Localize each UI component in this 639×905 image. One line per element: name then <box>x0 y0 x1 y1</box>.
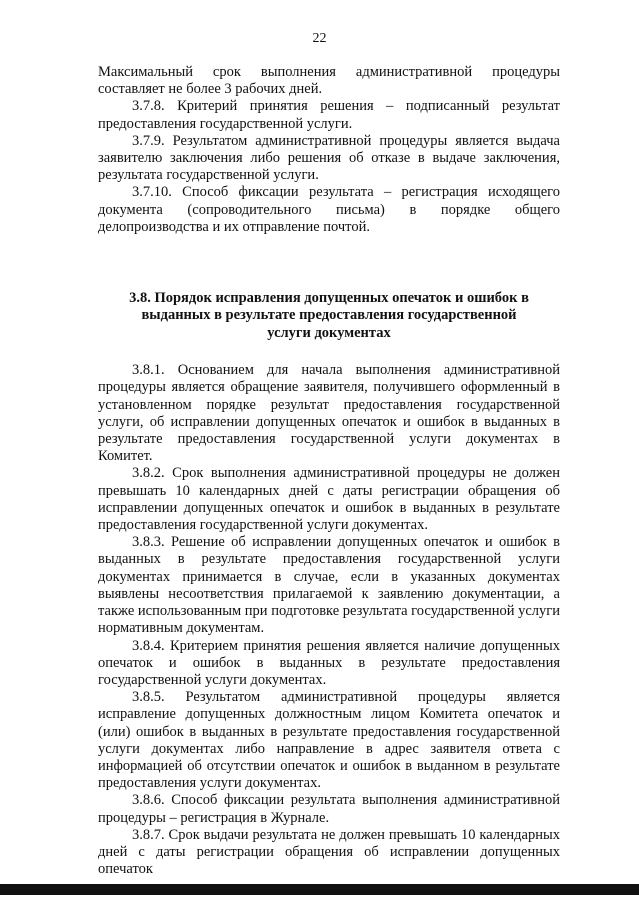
paragraph-3-8-5: 3.8.5. Результатом административной процедуры является исправление допущенных должностным лицом Комитета опечаток и (или) ошибок в выданных в результате предоставления государственной услуги документах либо направление в адрес заявителя ответа с информацией об отсутствии опечаток и ошибок в выданном в результате предоставления услуги документах. <box>98 689 560 792</box>
paragraph-3-8-3: 3.8.3. Решение об исправлении допущенных опечаток и ошибок в выданных в результате предоставления государственной услуги документах принимается в случае, если в указанных документах выявлены несоответствия прилагаемой к заявлению документации, а также использованным при подготовке результата государственной услуги нормативным документам. <box>98 534 560 637</box>
document-body <box>98 64 560 878</box>
scan-edge-bar <box>0 884 639 895</box>
paragraph-3-8-1: 3.8.1. Основанием для начала выполнения административной процедуры является обращение заявителя, получившего оформленный в установленном порядке результат предоставления государственной услуги, об исправлении допущенных опечаток и ошибок в выданных в результате предоставления государственной услуги документах в Комитет. <box>98 362 560 465</box>
paragraph-3-7-10: 3.7.10. Способ фиксации результата – регистрация исходящего документа (сопроводительного письма) в порядке общего делопроизводства и их отправление почтой. <box>98 184 560 235</box>
paragraph-3-8-4: 3.8.4. Критерием принятия решения является наличие допущенных опечаток и ошибок в выданных в результате предоставления государственной услуги документах. <box>98 637 560 688</box>
paragraph-max-term: Максимальный срок выполнения административной процедуры составляет не более 3 рабочих дней. <box>98 64 560 98</box>
paragraph-3-8-7: 3.8.7. Срок выдачи результата не должен превышать 10 календарных дней с даты регистрации обращения об исправлении допущенных опечаток <box>98 826 560 878</box>
page-number: 22 <box>312 31 327 46</box>
paragraph-3-7-9: 3.7.9. Результатом административной процедуры является выдача заявителю заключения либо решения об отказе в выдаче заключения, результата государственной услуги. <box>98 132 560 184</box>
section-heading-3-8: 3.8. Порядок исправления допущенных опечаток и ошибок в выданных в результате предоставления государственной услуги документах <box>129 290 529 341</box>
paragraph-3-8-6: 3.8.6. Способ фиксации результата выполнения административной процедуры – регистрация в Журнале. <box>98 792 560 826</box>
paragraph-3-8-2: 3.8.2. Срок выполнения административной процедуры не должен превышать 10 календарных дней с даты регистрации обращения об исправлении допущенных опечаток и ошибок в выданных в результате предоставления государственной услуги документах. <box>98 465 560 534</box>
paragraph-3-7-8: 3.7.8. Критерий принятия решения – подписанный результат предоставления государственной услуги. <box>98 98 560 132</box>
